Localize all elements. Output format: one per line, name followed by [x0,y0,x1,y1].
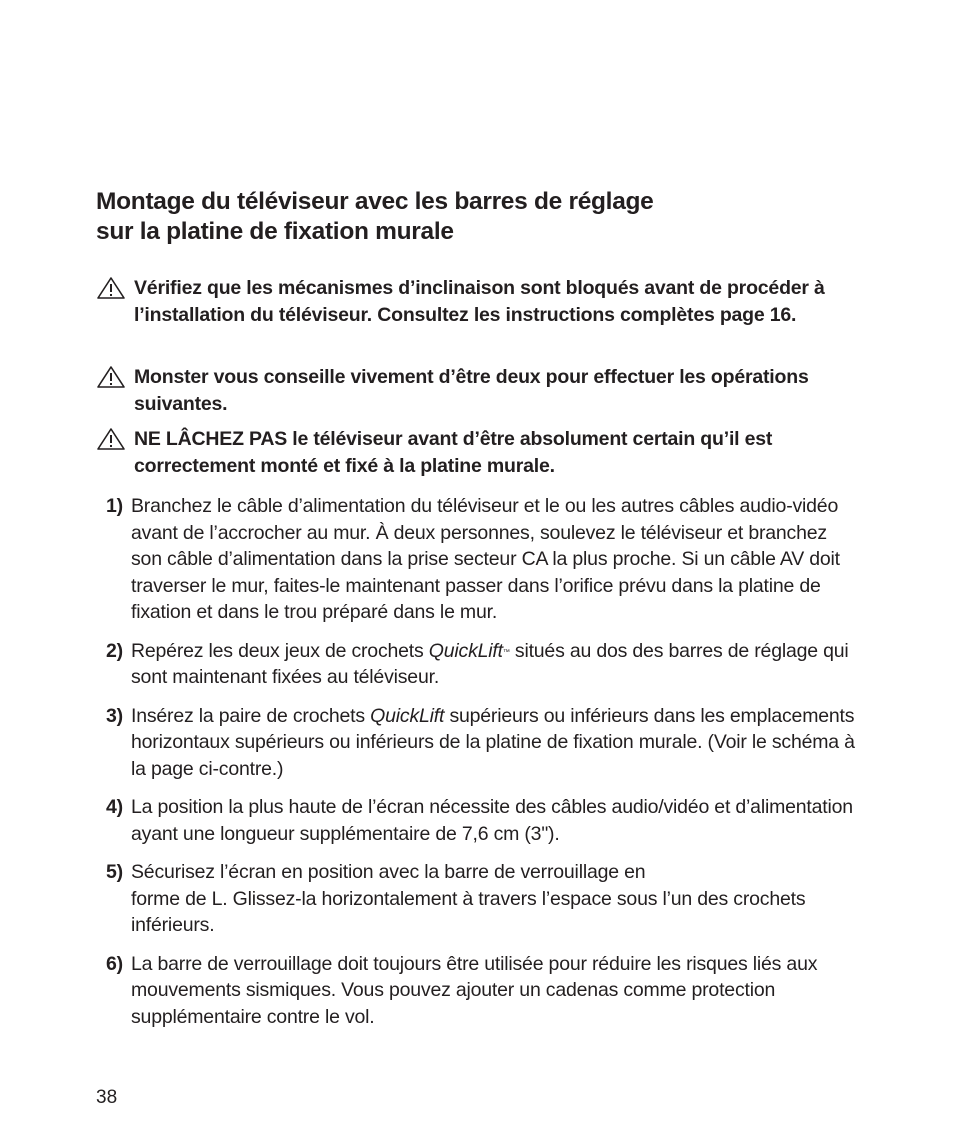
step-text-line-2: forme de L. Glissez-la horizontalement à travers l’espace sous l’un des crochets inférieurs. [131,887,806,936]
step-2 [96,638,856,691]
step-text-before: Repérez les deux jeux de crochets [131,639,429,662]
step-number: 3) [106,704,123,727]
step-4 [96,794,856,847]
warning-triangle-icon [96,427,126,451]
step-6 [96,951,856,1031]
step-text-after: situés au dos des barres de réglage qui sont maintenant fixées au téléviseur. [131,639,849,688]
warning-triangle-icon [96,276,126,300]
warning-triangle-icon [96,365,126,389]
step-number: 2) [106,639,123,662]
step-3 [96,703,856,783]
step-text: Branchez le câble d’alimentation du téléviseur et le ou les autres câbles audio-vidéo avant de l’accrocher au mur. À deux personnes, soulevez le téléviseur et branchez son câble d’alimentation dans la prise secteur CA la plus proche. Si un câble AV doit traverser le mur, faites-le maintenant passer dans l’orifice prévu dans la platine de fixation et dans le trou préparé dans le mur. [131,495,840,623]
step-text: La barre de verrouillage doit toujours être utilisée pour réduire les risques liés aux mouvements sismiques. Vous pouvez ajouter un cadenas comme protection supplémentaire contre le vol. [131,952,818,1028]
warning-text: NE LÂCHEZ PAS le téléviseur avant d’être absolument certain qu’il est correctement monté et fixé à la platine murale. [134,428,773,477]
step-number: 5) [106,861,123,883]
step-text-before: Insérez la paire de crochets [131,704,371,727]
warning-1 [96,275,856,328]
warning-2 [96,364,856,417]
step-text-after: supérieurs ou inférieurs dans les emplacements horizontaux supérieurs ou inférieurs de la platine de fixation murale. (Voir le schéma à la page ci-contre.) [131,704,855,780]
step-text: La position la plus haute de l’écran nécessite des câbles audio/vidéo et d’alimentation ayant une longueur supplémentaire de 7,6 cm (3"). [131,796,853,845]
warning-3 [96,426,856,479]
trademark-symbol: ™ [502,648,510,656]
step-text [131,638,856,691]
page-title-line-1: Montage du téléviseur avec les barres de réglage [96,188,654,215]
step-1 [96,493,856,626]
step-number: 1) [106,495,123,517]
instruction-steps [96,493,856,1042]
step-text [131,859,856,939]
page-title-line-2: sur la platine de fixation murale [96,218,454,245]
warning-text: Monster vous conseille vivement d’être deux pour effectuer les opérations suivantes. [134,366,809,415]
warning-text: Vérifiez que les mécanismes d’inclinaison sont bloqués avant de procéder à l’installation du téléviseur. Consultez les instructions complètes page 16. [134,277,825,326]
product-name: QuickLift [428,639,503,662]
step-number: 4) [106,796,123,818]
step-text-line-1: Sécurisez l’écran en position avec la barre de verrouillage en [131,861,646,883]
page-title [96,187,856,247]
step-5 [96,859,856,939]
step-number: 6) [106,952,123,975]
page-number: 38 [96,1087,118,1108]
step-text [131,703,856,783]
product-name: QuickLift [370,704,445,727]
